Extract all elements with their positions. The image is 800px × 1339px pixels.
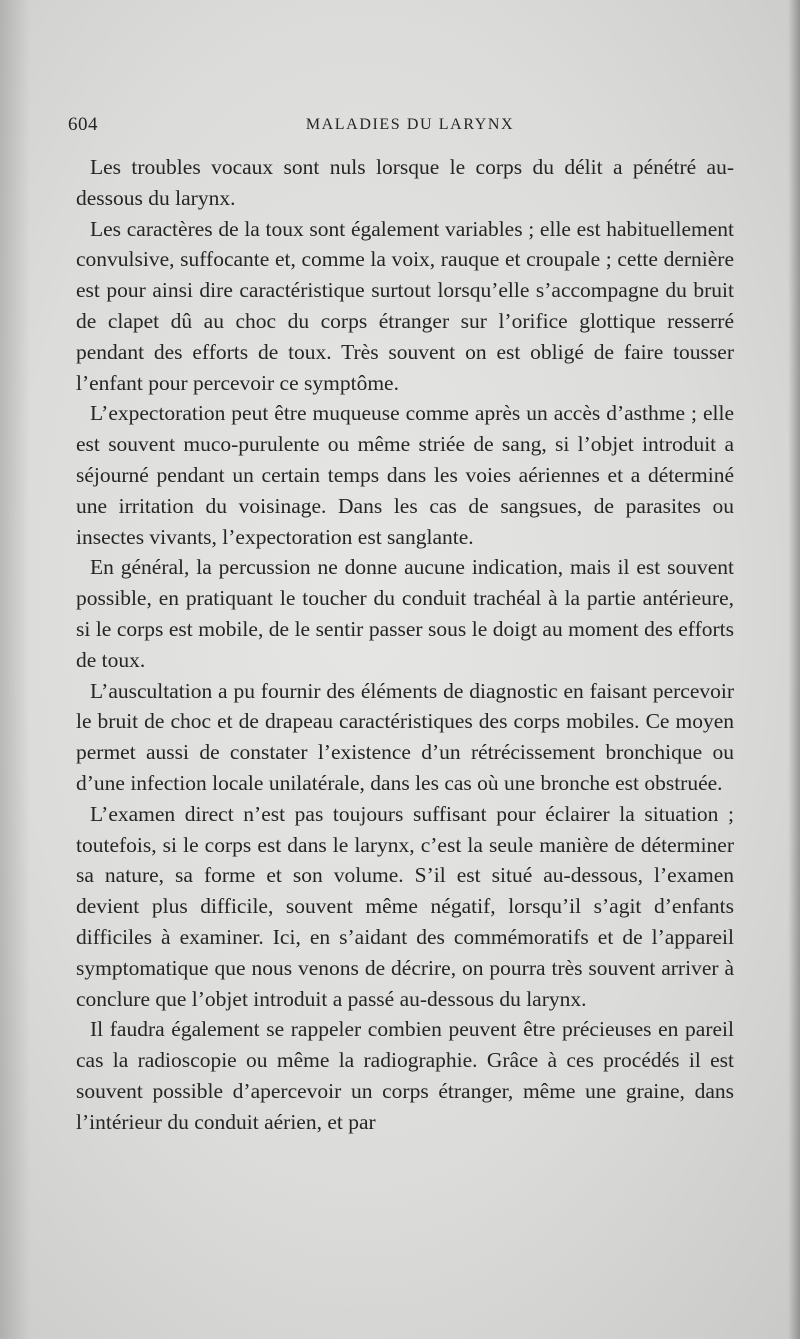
paragraph-cough: Les caractères de la toux sont également variables ; elle est habituellement convulsive, suffocante et, comme la voix, rauque et croupale ; cette dernière est pour ainsi dire caractéristique surtout lorsqu’elle s’accompagne du bruit de clapet dû au choc du corps étranger sur l’orifice glottique resserré pendant des efforts de toux. Très souvent on est obligé de faire tousser l’enfant pour percevoir ce symptôme. — [76, 216, 734, 395]
page-number: 604 — [68, 114, 98, 135]
paragraph-vocal-troubles: Les troubles vocaux sont nuls lorsque le corps du délit a pénétré au-dessous du larynx. — [76, 155, 734, 210]
paragraph-radiology: Il faudra également se rappeler combien peuvent être précieuses en pareil cas la radioscopie ou même la radiographie. Grâce à ces procédés il est souvent possible d’apercevoir un corps étranger, même une graine, dans l’intérieur du conduit aérien, et par — [76, 1017, 734, 1134]
paragraph-percussion: En général, la percussion ne donne aucune indication, mais il est souvent possible, en pratiquant le toucher du conduit trachéal à la partie antérieure, si le corps est mobile, de le sentir passer sous le doigt au moment des efforts de toux. — [76, 555, 734, 672]
paragraph-direct-exam: L’examen direct n’est pas toujours suffisant pour éclairer la situation ; toutefois, si le corps est dans le larynx, c’est la seule manière de déterminer sa nature, sa forme et son volume. S’il est situé au-dessous, l’examen devient plus difficile, souvent même négatif, lorsqu’il s’agit d’enfants difficiles à examiner. Ici, en s’aidant des commémoratifs et de l’appareil symptomatique que nous venons de décrire, on pourra très souvent arriver à conclure que l’objet introduit a passé au-dessous du larynx. — [76, 801, 734, 1011]
page-edge-shadow — [788, 0, 800, 1339]
gutter-shadow — [0, 0, 30, 1339]
page-header — [68, 114, 732, 142]
body-text — [76, 152, 734, 1138]
running-title: MALADIES DU LARYNX — [305, 116, 515, 133]
paragraph-auscultation: L’auscultation a pu fournir des éléments de diagnostic en faisant percevoir le bruit de choc et de drapeau caractéristiques des corps mobiles. Ce moyen permet aussi de constater l’existence d’un rétrécissement bronchique ou d’une infection locale unilatérale, dans les cas où une bronche est obstruée. — [76, 678, 734, 795]
paragraph-expectoration: L’expectoration peut être muqueuse comme après un accès d’asthme ; elle est souvent muco-purulente ou même striée de sang, si l’objet introduit a séjourné pendant un certain temps dans les voies aériennes et a déterminé une irritation du voisinage. Dans les cas de sangsues, de parasites ou insectes vivants, l’expectoration est sanglante. — [76, 401, 734, 549]
